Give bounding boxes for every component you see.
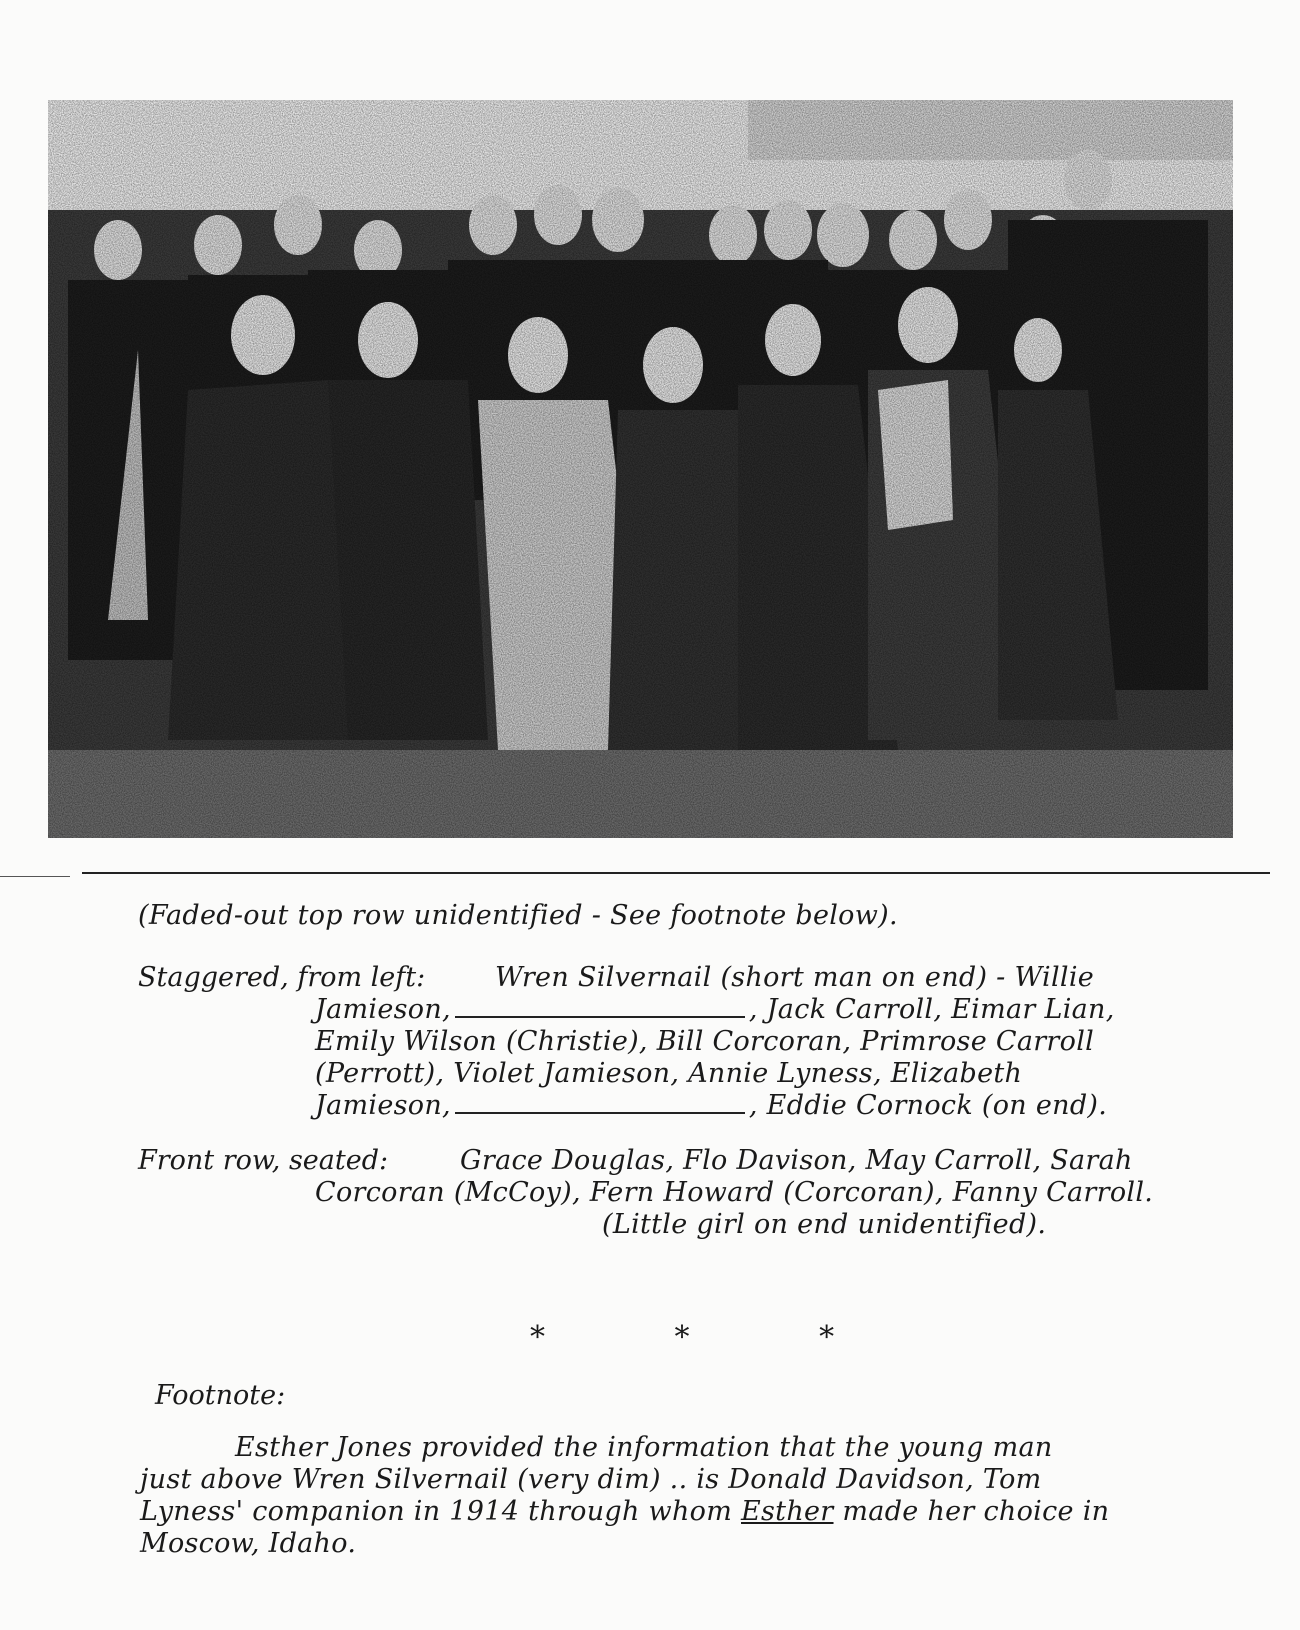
footnote-line-4: Moscow, Idaho. — [140, 1528, 357, 1559]
footnote-text — [140, 1432, 1109, 1560]
group-photo — [48, 100, 1233, 838]
front-row-label: Front row, seated: — [138, 1145, 389, 1176]
staggered-row-names — [315, 962, 1115, 1122]
footnote-line-1: Esther Jones provided the information that the young man — [235, 1432, 1053, 1463]
footnote-label: Footnote: — [155, 1380, 286, 1411]
underlined-name: Esther — [741, 1496, 834, 1527]
staggered-line-3: Emily Wilson (Christie), Bill Corcoran, Primrose Carroll — [315, 1026, 1095, 1057]
staggered-line-2: Jamieson, , Jack Carroll, Eimar Lian, — [315, 994, 1115, 1025]
staggered-line-5: Jamieson, , Eddie Cornock (on end). — [315, 1090, 1108, 1121]
caption-divider — [82, 872, 1270, 874]
front-line-3: (Little girl on end unidentified). — [602, 1209, 1047, 1240]
footnote-line-2: just above Wren Silvernail (very dim) .. is Donald Davidson, Tom — [140, 1464, 1042, 1495]
footnote-line-3: Lyness' companion in 1914 through whom Esther made her choice in — [140, 1496, 1110, 1527]
front-line-2: Corcoran (McCoy), Fern Howard (Corcoran), Fanny Carroll. — [315, 1177, 1154, 1208]
staggered-line-1: Wren Silvernail (short man on end) - Willie — [495, 962, 1095, 993]
blank-line — [455, 1090, 745, 1114]
top-row-note: (Faded-out top row unidentified - See footnote below). — [138, 900, 898, 931]
group-photo-image — [48, 100, 1233, 838]
staggered-line-4: (Perrott), Violet Jamieson, Annie Lyness, Elizabeth — [315, 1058, 1023, 1089]
left-edge-mark — [0, 876, 70, 877]
section-separator: * * * — [530, 1320, 895, 1355]
front-line-1: Grace Douglas, Flo Davison, May Carroll, Sarah — [460, 1145, 1133, 1176]
front-row-names — [315, 1145, 1153, 1241]
blank-line — [455, 994, 745, 1018]
staggered-row-label: Staggered, from left: — [138, 962, 426, 993]
